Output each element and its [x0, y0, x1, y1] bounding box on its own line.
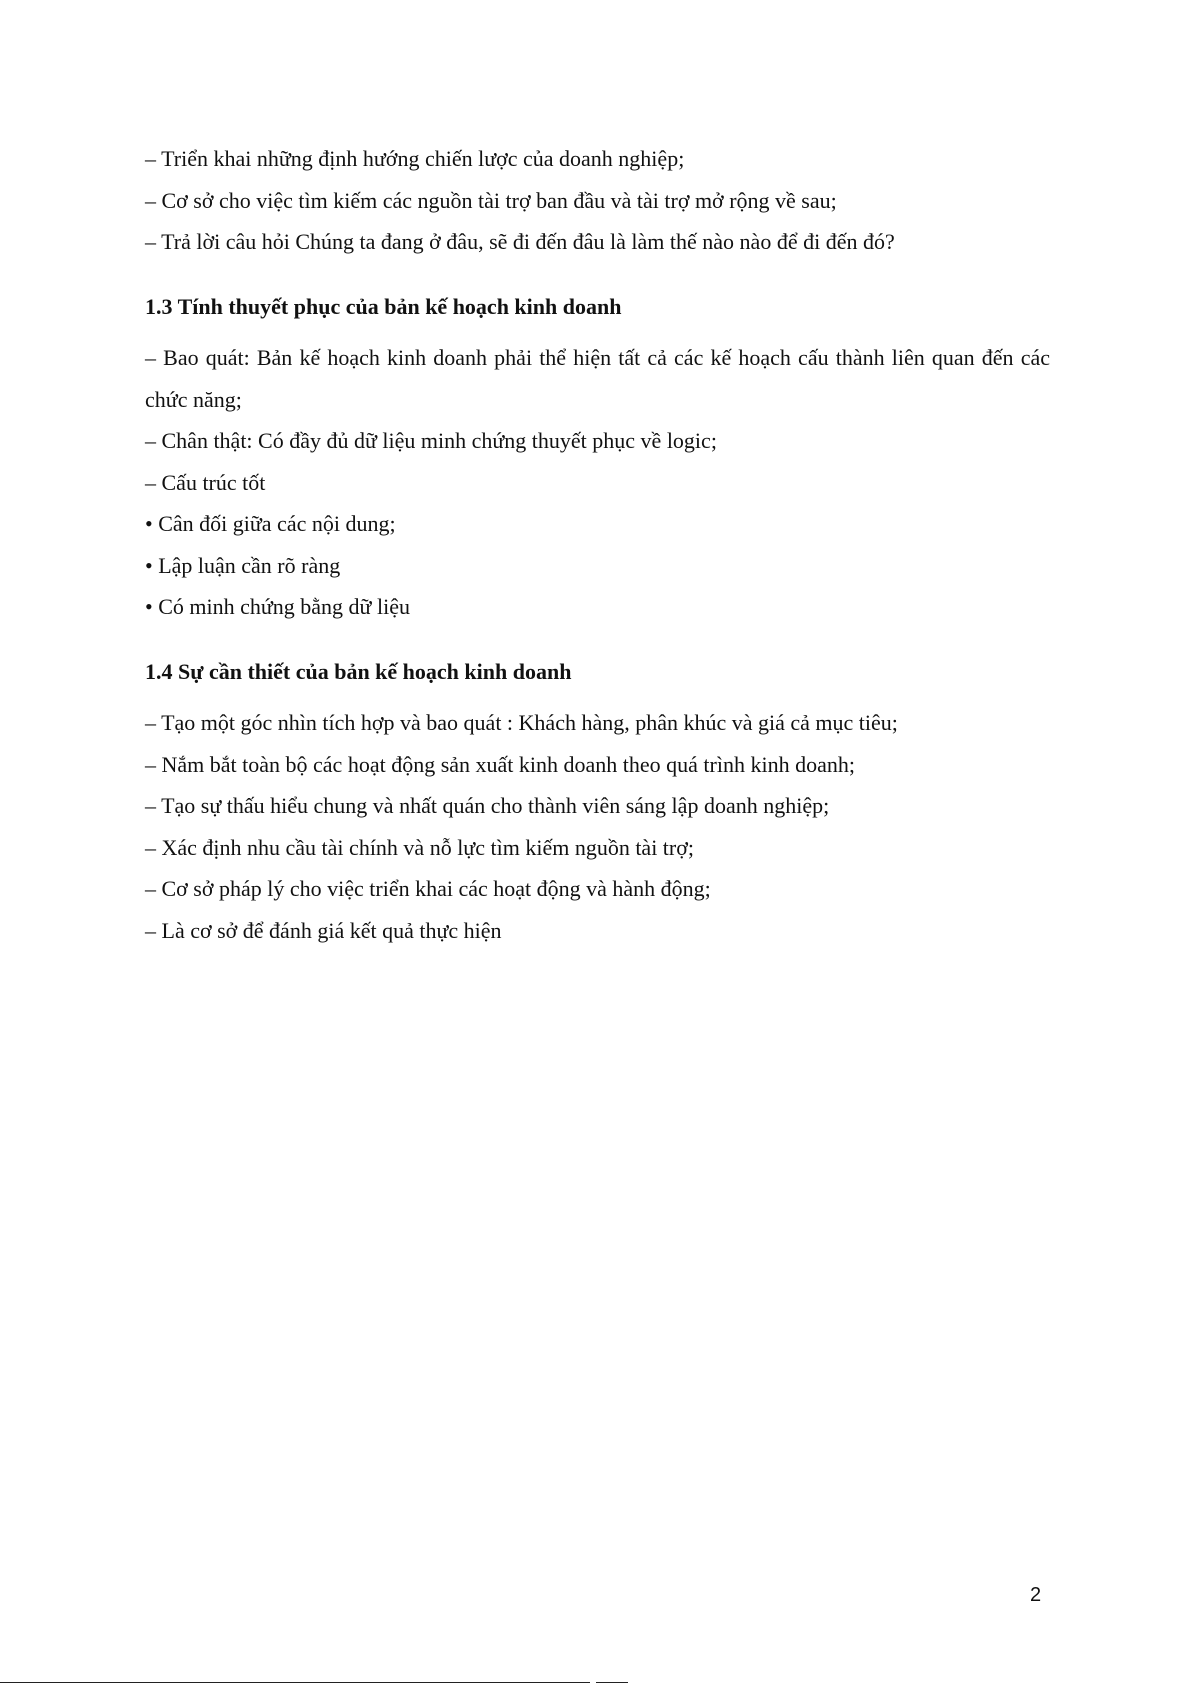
section-heading-1-3: 1.3 Tính thuyết phục của bản kế hoạch kinh doanh: [145, 293, 622, 319]
list-item: – Cơ sở pháp lý cho việc triển khai các hoạt động và hành động;: [145, 876, 711, 901]
list-item: – Cấu trúc tốt: [145, 469, 266, 495]
list-item: – Trả lời câu hỏi Chúng ta đang ở đâu, sẽ đi đến đâu là làm thế nào nào để đi đến đó?: [145, 229, 895, 254]
list-item: – Chân thật: Có đầy đủ dữ liệu minh chứng thuyết phục về logic;: [145, 428, 717, 453]
list-item: • Lập luận cần rõ ràng: [145, 552, 341, 578]
list-item: – Triển khai những định hướng chiến lược của doanh nghiệp;: [145, 146, 685, 171]
section-heading-1-4: 1.4 Sự cần thiết của bản kế hoạch kinh doanh: [145, 658, 572, 684]
list-item: – Tạo sự thấu hiểu chung và nhất quán cho thành viên sáng lập doanh nghiệp;: [145, 793, 830, 818]
list-item: • Có minh chứng bằng dữ liệu: [145, 594, 410, 619]
page-number: 2: [1030, 1584, 1042, 1606]
list-item: – Nắm bắt toàn bộ các hoạt động sản xuất kinh doanh theo quá trình kinh doanh;: [145, 751, 855, 777]
list-item: – Cơ sở cho việc tìm kiếm các nguồn tài trợ ban đầu và tài trợ mở rộng về sau;: [145, 187, 837, 213]
list-item: – Xác định nhu cầu tài chính và nỗ lực tìm kiếm nguồn tài trợ;: [145, 834, 694, 860]
footer-divider-short: [596, 1682, 628, 1683]
section-paragraph: – Bao quát: Bản kế hoạch kinh doanh phải thể hiện tất cả các kế hoạch cấu thành liên quan đến các chức năng;: [145, 345, 1050, 412]
list-item: • Cân đối giữa các nội dung;: [145, 511, 396, 536]
list-item: – Tạo một góc nhìn tích hợp và bao quát : Khách hàng, phân khúc và giá cả mục tiêu;: [145, 710, 898, 735]
intro-list: [145, 138, 1050, 263]
page-content: [145, 138, 1050, 951]
section-1-3-body: [145, 337, 1050, 628]
section-1-4-body: [145, 702, 1050, 951]
list-item: – Là cơ sở để đánh giá kết quả thực hiện: [145, 917, 502, 943]
footer-divider: [0, 1682, 590, 1683]
